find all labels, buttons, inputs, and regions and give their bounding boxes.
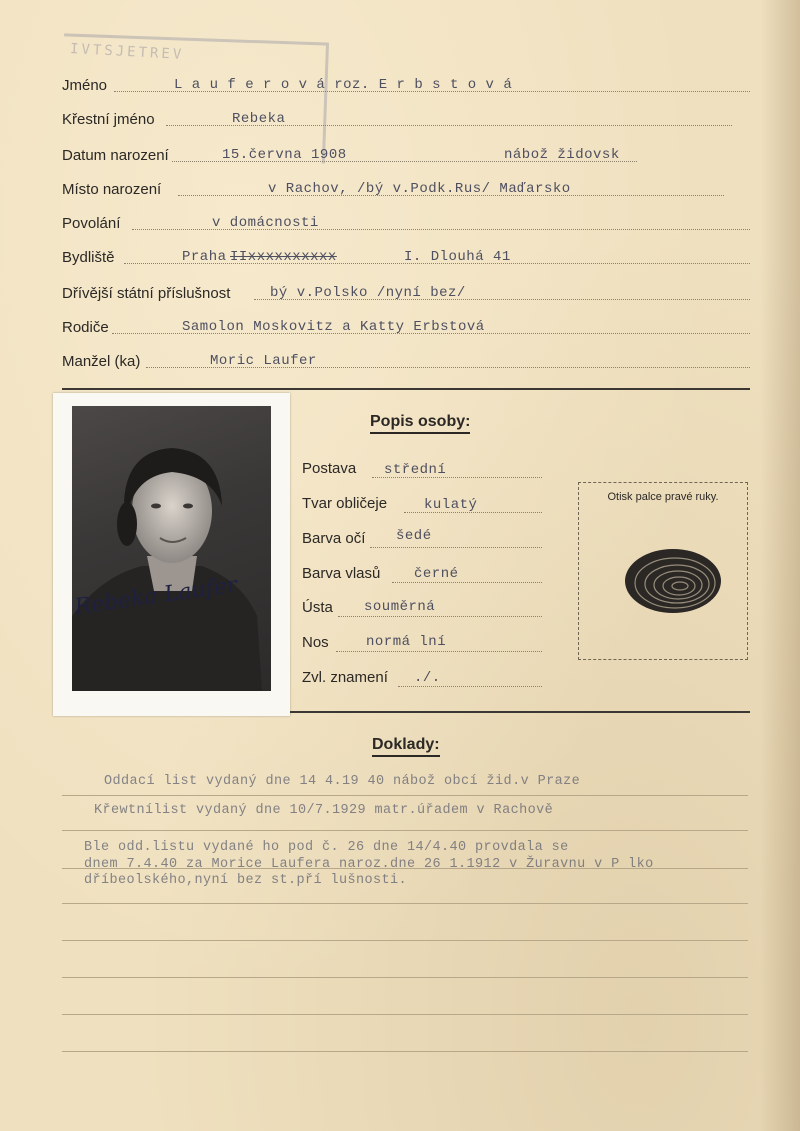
field-value: Rebeka xyxy=(232,111,286,127)
field-label: Datum narození xyxy=(62,147,169,164)
field-name xyxy=(62,72,750,94)
field-label: Dřívější státní příslušnost xyxy=(62,285,231,302)
thumbprint-title: Otisk palce pravé ruky. xyxy=(607,491,719,503)
field-label: Rodiče xyxy=(62,319,109,336)
desc-value-eyes: šedé xyxy=(396,528,432,544)
handwritten-signature: Rebeka Laufer xyxy=(73,572,239,621)
field-value: L a u f e r o v á roz. E r b s t o v á xyxy=(174,77,513,93)
field-former-citizenship xyxy=(62,280,750,302)
fingerprint-icon xyxy=(623,545,727,623)
field-value-2: I. Dlouhá 41 xyxy=(404,249,511,265)
field-value: v domácnosti xyxy=(212,215,319,231)
description-title: Popis osoby: xyxy=(370,413,470,434)
desc-value-hair: černé xyxy=(414,566,459,582)
struck-out-value: IIxxxxxxxxxx xyxy=(230,249,337,265)
field-occupation xyxy=(62,210,750,232)
document-line-4: dnem 7.4.40 za Morice Laufera naroz.dne 26 1.1912 v Žuravnu v P lko xyxy=(84,857,654,872)
desc-label-marks: Zvl. znamení xyxy=(302,669,388,686)
field-label: Místo narození xyxy=(62,181,162,198)
stamp-text: IVTSJETREV xyxy=(69,41,185,63)
field-label: Bydliště xyxy=(62,249,115,266)
field-birth-date xyxy=(62,142,637,164)
desc-label-eyes: Barva očí xyxy=(302,530,366,547)
field-value: Moric Laufer xyxy=(210,353,317,369)
document-line-1: Oddací list vydaný dne 14 4.19 40 nábož obcí žid.v Praze xyxy=(104,774,581,789)
field-label: Jméno xyxy=(62,77,108,94)
desc-label-hair: Barva vlasů xyxy=(302,565,381,582)
field-value: bý v.Polsko /nyní bez/ xyxy=(270,285,466,301)
desc-label-build: Postava xyxy=(302,460,357,477)
desc-value-marks: ./. xyxy=(414,670,441,686)
desc-label-face: Tvar obličeje xyxy=(302,495,388,512)
field-residence xyxy=(62,244,750,266)
section-divider-2 xyxy=(290,711,750,713)
field-value: Samolon Moskovitz a Katty Erbstová xyxy=(182,319,485,335)
desc-value-nose: normá lní xyxy=(366,634,447,650)
document-line-2: Křewtnílist vydaný dne 10/7.1929 matr.úřadem v Rachově xyxy=(94,803,554,818)
section-divider xyxy=(62,388,750,390)
field-birth-place xyxy=(62,176,724,198)
desc-label-mouth: Ústa xyxy=(302,599,333,616)
document-line-3: Ble odd.listu vydané ho pod č. 26 dne 14/4.40 provdala se xyxy=(84,840,569,855)
desc-value-face: kulatý xyxy=(424,497,478,513)
field-value: Praha xyxy=(182,249,227,265)
religion-value: nábož židovsk xyxy=(504,147,620,163)
paper-edge-shadow xyxy=(760,0,800,1131)
field-value: v Rachov, /bý v.Podk.Rus/ Maďarsko xyxy=(268,181,571,197)
thumbprint-box xyxy=(578,482,748,660)
document-line-5: dříbeolského,nyní bez st.pří lušnosti. xyxy=(84,873,408,888)
documents-title: Doklady: xyxy=(372,736,440,757)
desc-value-build: střední xyxy=(384,462,447,478)
field-spouse xyxy=(62,348,750,370)
field-value: 15.června 1908 xyxy=(222,147,347,163)
field-given-name xyxy=(62,106,732,128)
field-label: Povolání xyxy=(62,215,121,232)
desc-value-mouth: souměrná xyxy=(364,599,436,615)
desc-label-nose: Nos xyxy=(302,634,329,651)
field-label: Manžel (ka) xyxy=(62,353,141,370)
field-label: Křestní jméno xyxy=(62,111,155,128)
portrait-photo xyxy=(72,406,271,691)
field-parents xyxy=(62,314,750,336)
